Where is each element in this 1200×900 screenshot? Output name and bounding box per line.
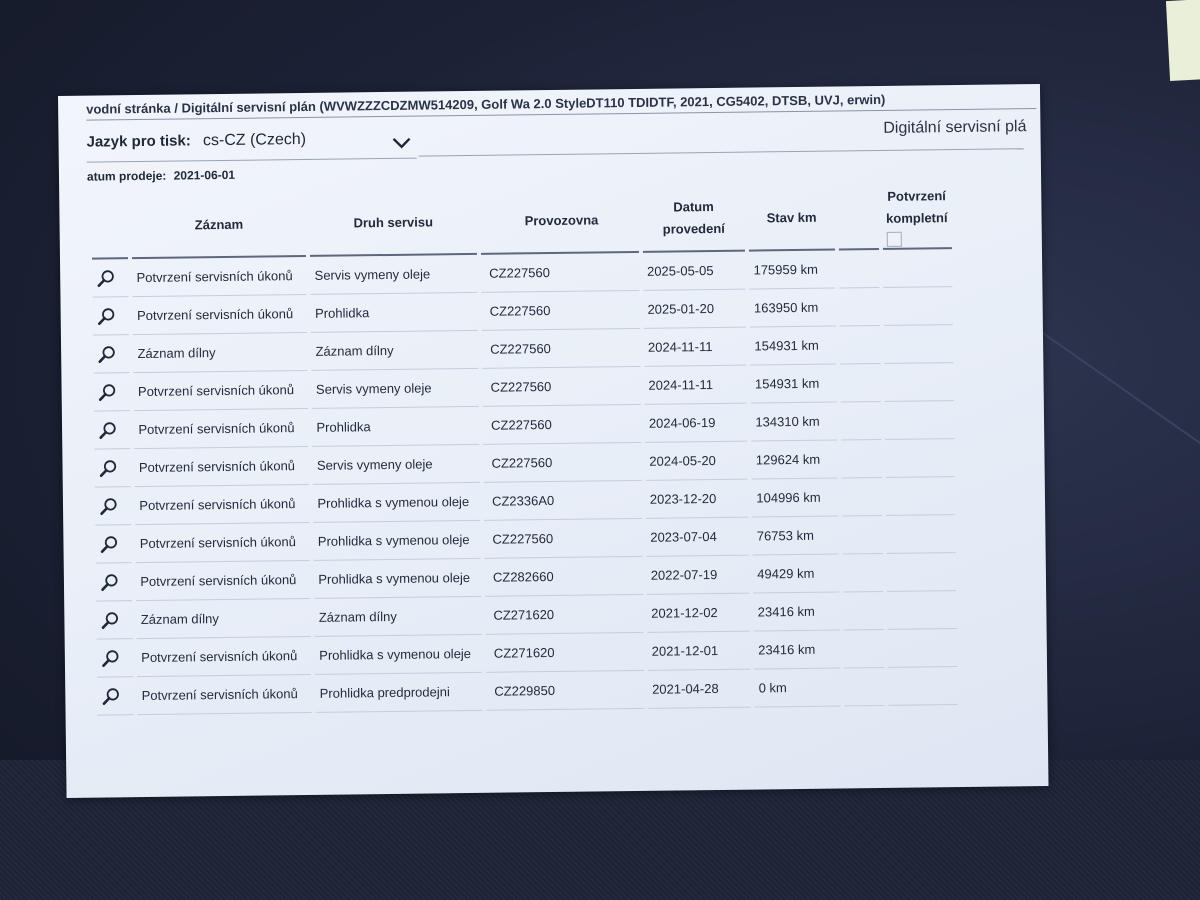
cell-druh-servisu: Prohlidka	[311, 293, 478, 333]
header-datum-line1: Datum	[673, 198, 714, 215]
cell-zaznam: Potvrzení servisních úkonů	[137, 637, 311, 677]
cell-druh-servisu: Prohlidka predprodejni	[315, 673, 482, 713]
cell-potvrzeni	[886, 515, 956, 554]
cell-datum: 2024-11-11	[644, 366, 747, 405]
seat-seam	[1039, 330, 1200, 446]
header-blank	[838, 184, 879, 250]
cell-datum: 2022-07-19	[647, 556, 750, 595]
cell-provozovna: CZ227560	[481, 291, 639, 331]
cell-potvrzeni	[888, 667, 958, 706]
magnifier-icon[interactable]	[98, 458, 118, 478]
cell-blank	[842, 516, 882, 554]
cell-datum: 2021-12-01	[647, 632, 750, 671]
cell-potvrzeni	[884, 363, 954, 402]
cell-datum: 2024-11-11	[644, 328, 747, 367]
header-icon-column	[91, 193, 128, 259]
cell-blank	[841, 402, 881, 440]
header-stav-km: Stav km	[749, 185, 835, 252]
cell-datum: 2023-07-04	[646, 518, 749, 557]
cell-provozovna: CZ271620	[485, 595, 643, 635]
cell-stav-km: 163950 km	[750, 289, 836, 328]
table-header-row	[91, 183, 952, 260]
cell-stav-km: 134310 km	[751, 403, 837, 442]
magnifier-icon[interactable]	[100, 610, 120, 630]
cell-datum: 2023-12-20	[646, 480, 749, 519]
cell-potvrzeni	[882, 249, 952, 288]
row-detail-button[interactable]	[94, 411, 131, 449]
chevron-down-icon[interactable]	[390, 132, 412, 154]
magnifier-icon[interactable]	[99, 496, 119, 516]
cell-datum: 2021-12-02	[647, 594, 750, 633]
title-divider	[419, 148, 1024, 156]
cell-stav-km: 23416 km	[754, 630, 840, 669]
header-provozovna: Provozovna	[480, 187, 639, 255]
cell-provozovna: CZ271620	[486, 633, 644, 673]
cell-potvrzeni	[887, 629, 957, 668]
cell-druh-servisu: Servis vymeny oleje	[313, 445, 480, 485]
sale-date-value: 2021-06-01	[173, 167, 236, 183]
cell-datum: 2021-04-28	[648, 670, 751, 709]
cell-provozovna: CZ227560	[483, 443, 641, 483]
cell-zaznam: Potvrzení servisních úkonů	[132, 257, 306, 297]
magnifier-icon[interactable]	[97, 344, 117, 364]
cell-blank	[841, 440, 881, 478]
cell-druh-servisu: Záznam dílny	[311, 331, 478, 371]
cell-datum: 2025-05-05	[643, 252, 746, 291]
cell-potvrzeni	[883, 287, 953, 326]
cell-potvrzeni	[885, 439, 955, 478]
magnifier-icon[interactable]	[96, 268, 116, 288]
cell-stav-km: 104996 km	[752, 479, 838, 518]
cell-stav-km: 154931 km	[750, 327, 836, 366]
cell-druh-servisu: Servis vymeny oleje	[312, 369, 479, 409]
cell-druh-servisu: Prohlidka s vymenou oleje	[314, 521, 481, 561]
magnifier-icon[interactable]	[97, 306, 117, 326]
cell-potvrzeni	[885, 477, 955, 516]
cell-datum: 2024-06-19	[645, 404, 748, 443]
header-druh-servisu: Druh servisu	[310, 189, 477, 257]
table-body	[92, 249, 958, 715]
cell-blank	[843, 630, 883, 668]
cell-provozovna: CZ227560	[484, 519, 642, 559]
cell-provozovna: CZ229850	[486, 671, 644, 711]
cell-blank	[839, 250, 879, 288]
header-datum-provedeni	[642, 186, 745, 253]
cell-zaznam: Potvrzení servisních úkonů	[136, 523, 310, 563]
cell-druh-servisu: Prohlidka s vymenou oleje	[313, 483, 480, 523]
cell-provozovna: CZ227560	[483, 405, 641, 445]
row-detail-button[interactable]	[95, 487, 132, 525]
cell-blank	[842, 554, 882, 592]
cell-stav-km: 23416 km	[753, 592, 839, 631]
corner-card	[1166, 0, 1200, 81]
cell-stav-km: 76753 km	[753, 517, 839, 556]
sale-date-label: atum prodeje:	[86, 168, 167, 184]
cell-zaznam: Potvrzení servisních úkonů	[136, 561, 310, 601]
cell-zaznam: Potvrzení servisních úkonů	[134, 409, 308, 449]
row-detail-button[interactable]	[97, 677, 134, 715]
cell-zaznam: Potvrzení servisních úkonů	[137, 675, 311, 715]
cell-stav-km: 129624 km	[752, 441, 838, 480]
cell-druh-servisu: Servis vymeny oleje	[310, 255, 477, 295]
sale-date	[87, 168, 235, 184]
cell-blank	[839, 288, 879, 326]
cell-zaznam: Potvrzení servisních úkonů	[135, 485, 309, 525]
row-detail-button[interactable]	[93, 335, 130, 373]
cell-provozovna: CZ282660	[485, 557, 643, 597]
cell-blank	[842, 478, 882, 516]
cell-druh-servisu: Prohlidka s vymenou oleje	[315, 635, 482, 675]
header-potvrzeni-kompletni	[882, 183, 952, 250]
complete-checkbox[interactable]	[886, 231, 901, 246]
row-detail-button[interactable]	[92, 259, 129, 297]
document-header-line: vodní stránka / Digitální servisní plán (WVWZZZCDZMW514209, Golf Wa 2.0 StyleDT110 TDIDTF, 2021, CG5402, DTSB, UVJ, erwin)	[86, 90, 1036, 121]
cell-potvrzeni	[884, 401, 954, 440]
cell-zaznam: Potvrzení servisních úkonů	[133, 295, 307, 335]
header-zaznam: Záznam	[132, 191, 307, 259]
cell-zaznam: Záznam dílny	[133, 333, 307, 373]
document-title: Digitální servisní plá	[883, 118, 1027, 137]
cell-provozovna: CZ227560	[482, 367, 640, 407]
cell-zaznam: Potvrzení servisních úkonů	[134, 371, 308, 411]
print-language-select[interactable]	[86, 130, 416, 163]
cell-stav-km: 49429 km	[753, 554, 839, 593]
cell-datum: 2024-05-20	[645, 442, 748, 481]
cell-provozovna: CZ227560	[481, 253, 639, 293]
language-value: cs-CZ (Czech)	[202, 130, 307, 150]
header-potvrzeni-line2: kompletní	[886, 209, 948, 226]
magnifier-icon[interactable]	[98, 420, 118, 440]
magnifier-icon[interactable]	[101, 648, 121, 668]
row-detail-button[interactable]	[97, 639, 134, 677]
cell-potvrzeni	[883, 325, 953, 364]
cell-datum: 2025-01-20	[643, 290, 746, 329]
cell-zaznam: Záznam dílny	[137, 599, 311, 639]
cell-blank	[844, 668, 884, 706]
cell-blank	[840, 326, 880, 364]
row-detail-button[interactable]	[93, 373, 130, 411]
magnifier-icon[interactable]	[97, 382, 117, 402]
cell-blank	[840, 364, 880, 402]
language-label: Jazyk pro tisk:	[86, 132, 191, 151]
magnifier-icon[interactable]	[101, 686, 121, 706]
row-detail-button[interactable]	[95, 525, 132, 563]
header-datum-line2: provedení	[662, 220, 725, 237]
printed-service-plan	[58, 84, 1049, 798]
magnifier-icon[interactable]	[100, 572, 120, 592]
cell-zaznam: Potvrzení servisních úkonů	[135, 447, 309, 487]
cell-stav-km: 0 km	[754, 668, 840, 707]
row-detail-button[interactable]	[92, 297, 129, 335]
cell-druh-servisu: Záznam dílny	[315, 597, 482, 637]
row-detail-button[interactable]	[94, 449, 131, 487]
row-detail-button[interactable]	[96, 563, 133, 601]
magnifier-icon[interactable]	[99, 534, 119, 554]
cell-druh-servisu: Prohlidka	[312, 407, 479, 447]
cell-provozovna: CZ2336A0	[484, 481, 642, 521]
cell-stav-km: 154931 km	[751, 365, 837, 404]
header-potvrzeni-line1: Potvrzení	[887, 187, 946, 204]
cell-provozovna: CZ227560	[482, 329, 640, 369]
cell-blank	[843, 592, 883, 630]
cell-druh-servisu: Prohlidka s vymenou oleje	[314, 559, 481, 599]
cell-potvrzeni	[887, 591, 957, 630]
row-detail-button[interactable]	[96, 601, 133, 639]
service-records-table	[87, 183, 961, 716]
cell-potvrzeni	[886, 553, 956, 592]
cell-stav-km: 175959 km	[749, 251, 835, 290]
